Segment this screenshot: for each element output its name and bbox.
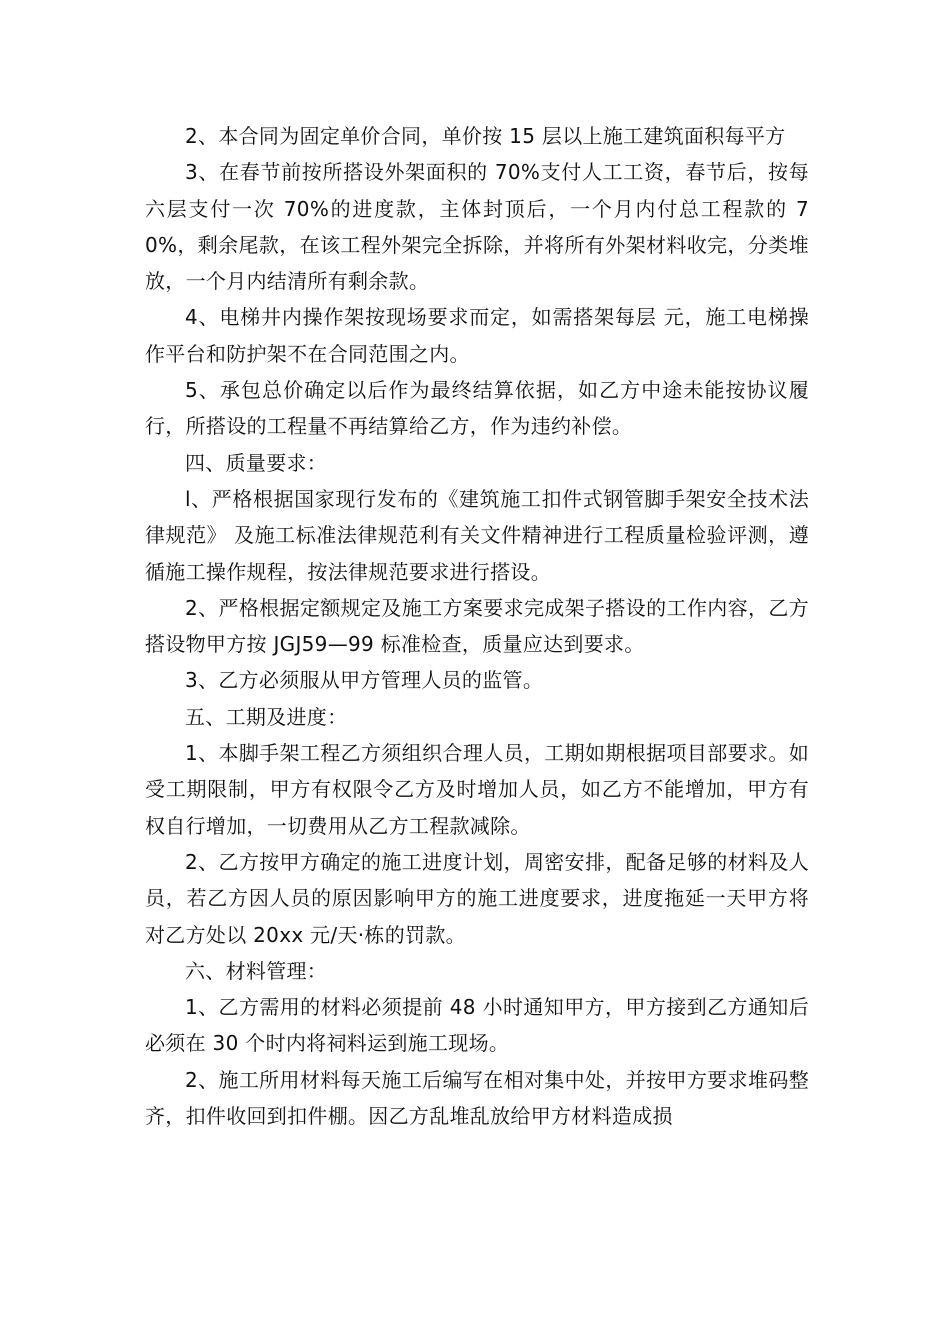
paragraph-delay-penalty: 2、乙方按甲方确定的施工进度计划，周密安排，配备足够的材料及人员，若乙方因人员的原因影响甲方的施工进度要求，进度拖延一天甲方将对乙方处以 20xx 元/天·栋的罚款。 xyxy=(145,849,809,947)
paragraph-staffing: 1、本脚手架工程乙方须组织合理人员，工期如期根据项目部要求。如受工期限制，甲方有权限令乙方及时增加人员，如乙方不能增加，甲方有权自行增加，一切费用从乙方工程款减除。 xyxy=(145,741,809,838)
section-heading-schedule: 五、工期及进度： xyxy=(185,704,348,729)
paragraph-payment-schedule: 3、在春节前按所搭设外架面积的 70%支付人工工资，春节后，按每六层支付一次 70%的进度款，主体封顶后，一个月内付总工程款的 70%，剩余尾款，在该工程外架完全拆除，并将所有外架材料收完，分类堆放，一个月内结清所有剩余款。 xyxy=(145,160,809,294)
section-heading-materials: 六、材料管理： xyxy=(185,958,328,983)
section-heading-quality: 四、质量要求： xyxy=(185,450,328,475)
paragraph-supervision: 3、乙方必须服从甲方管理人员的监管。 xyxy=(185,668,544,693)
paragraph-quality-inspection: 2、严格根据定额规定及施工方案要求完成架子搭设的工作内容，乙方搭设物甲方按 JGJ59—99 标准检查，质量应达到要求。 xyxy=(145,595,809,657)
document-body xyxy=(145,118,809,1134)
paragraph-material-storage: 2、施工所用材料每天施工后编写在相对集中处，并按甲方要求堆码整齐，扣件收回到扣件棚。因乙方乱堆乱放给甲方材料造成损 xyxy=(145,1067,809,1129)
paragraph-fixed-unit-price: 2、本合同为固定单价合同，单价按 15 层以上施工建筑面积每平方 xyxy=(185,124,786,148)
paragraph-material-notice: 1、乙方需用的材料必须提前 48 小时通知甲方，甲方接到乙方通知后必须在 30 个时内将祠料运到施工现场。 xyxy=(145,995,809,1056)
paragraph-elevator-shaft: 4、电梯井内操作架按现场要求而定，如需搭架每层 元，施工电梯操作平台和防护架不在合同范围之内。 xyxy=(145,305,809,366)
paragraph-quality-standards: l、严格根据国家现行发布的《建筑施工扣件式钢管脚手架安全技术法律规范》 及施工标准法律规范利有关文件精神进行工程质量检验评测，遵循施工操作规程，按法律规范要求进行搭设。 xyxy=(145,486,809,584)
paragraph-final-settlement: 5、承包总价确定以后作为最终结算依据，如乙方中途未能按协议履行，所搭设的工程量不再结算给乙方，作为违约补偿。 xyxy=(145,378,809,439)
